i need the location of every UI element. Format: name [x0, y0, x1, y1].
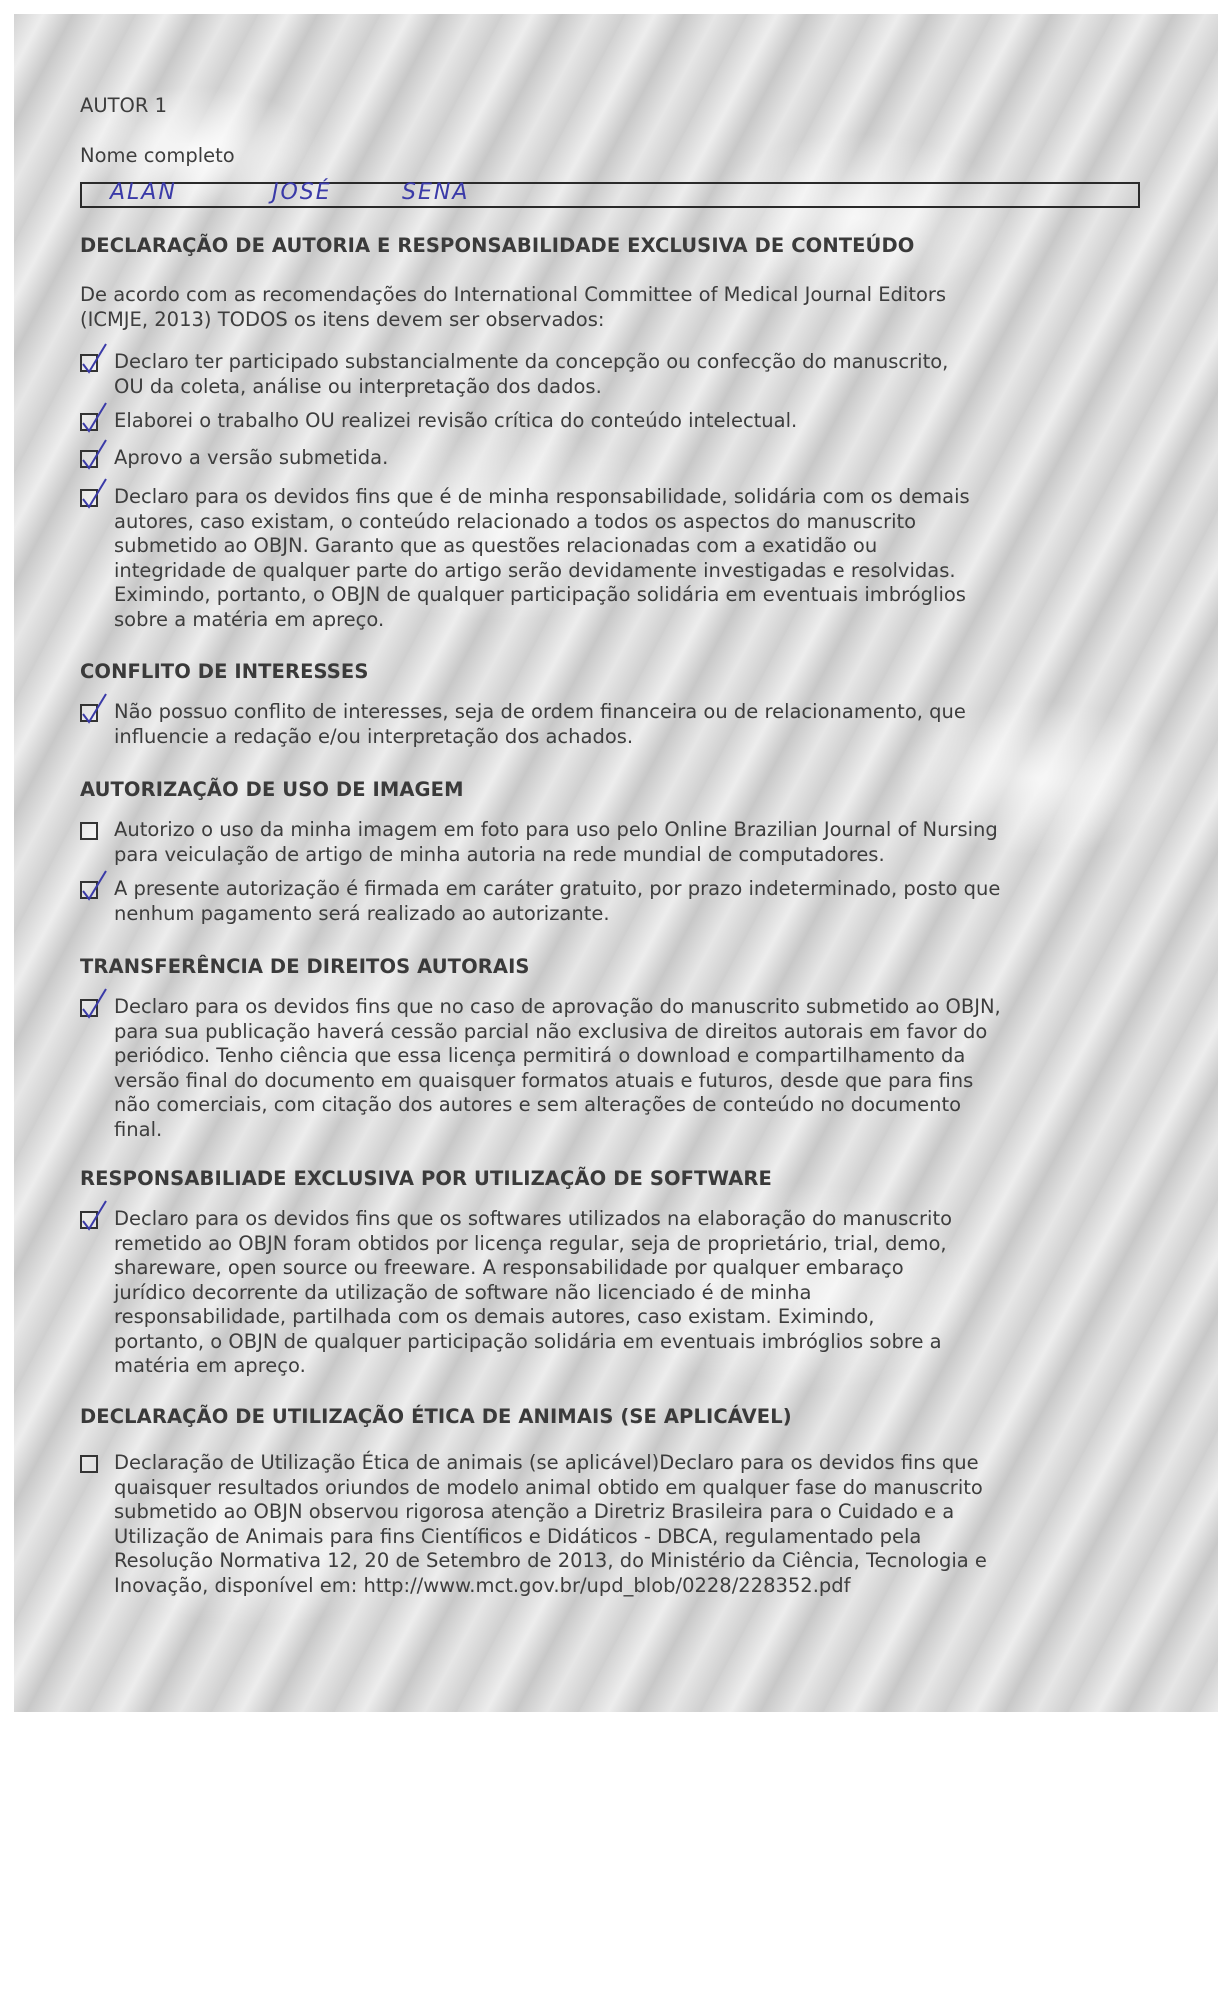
- software-item-1-text: Declaro para os devidos fins que os softwares utilizados na elaboração do manuscrito remetido ao OBJN foram obtidos por licença regular, seja de proprietário, trial, demo, shareware, open source ou freeware. A responsabilidade por qualquer embaraço jurídico decorrente da utilização de software não licenciado é de minha responsabilidade, partilhada com os demais autores, caso existam. Eximindo, portanto, o OBJN de qualquer participação solidária em eventuais imbróglios sobre a matéria em apreço.: [114, 1207, 953, 1377]
- checkbox-checked[interactable]: [80, 354, 98, 372]
- checkbox-checked[interactable]: [80, 413, 98, 431]
- handwritten-name-middle: JOSÉ: [272, 180, 332, 205]
- full-name-label: Nome completo: [80, 144, 235, 167]
- section-title-image-use: AUTORIZAÇÃO DE USO DE IMAGEM: [80, 778, 464, 801]
- handwritten-name-first: ALAN: [110, 180, 177, 205]
- checkbox-checked[interactable]: [80, 450, 98, 468]
- section-title-conflict: CONFLITO DE INTERESSES: [80, 660, 369, 683]
- authorship-item-3-text: Aprovo a versão submetida.: [114, 446, 389, 469]
- section-intro-authorship: De acordo com as recomendações do International Committee of Medical Journal Editors (ICMJE, 2013) TODOS os itens devem ser observados:: [80, 283, 947, 331]
- conflict-item-1-text: Não possuo conflito de interesses, seja de ordem financeira ou de relacionamento, que influencie a redação e/ou interpretação dos achados.: [114, 700, 966, 748]
- checkbox-checked[interactable]: [80, 489, 98, 507]
- section-title-animal-ethics: DECLARAÇÃO DE UTILIZAÇÃO ÉTICA DE ANIMAIS (SE APLICÁVEL): [80, 1405, 792, 1428]
- author-label: AUTOR 1: [80, 94, 168, 117]
- full-name-field[interactable]: [80, 182, 1140, 208]
- section-title-software: RESPONSABILIADE EXCLUSIVA POR UTILIZAÇÃO DE SOFTWARE: [80, 1167, 772, 1190]
- authorship-item-1-text: Declaro ter participado substancialmente da concepção ou confecção do manuscrito, OU da coleta, análise ou interpretação dos dados.: [114, 350, 949, 398]
- copyright-item-1-text: Declaro para os devidos fins que no caso de aprovação do manuscrito submetido ao OBJN, para sua publicação haverá cessão parcial não exclusiva de direitos autorais em favor do periódico. Tenho ciência que essa licença permitirá o download e compartilhamento da versão final do documento em quaisquer formatos atuais e futuros, desde que para fins não comerciais, com citação dos autores e sem alterações de conteúdo no documento final.: [114, 995, 1001, 1141]
- checkbox-checked[interactable]: [80, 1211, 98, 1229]
- checkbox-unchecked[interactable]: [80, 822, 98, 840]
- section-title-copyright: TRANSFERÊNCIA DE DIREITOS AUTORAIS: [80, 955, 530, 978]
- handwritten-name-last: SENA: [402, 180, 470, 205]
- checkbox-checked[interactable]: [80, 881, 98, 899]
- section-title-authorship: DECLARAÇÃO DE AUTORIA E RESPONSABILIDADE EXCLUSIVA DE CONTEÚDO: [80, 234, 915, 257]
- checkbox-unchecked[interactable]: [80, 1455, 98, 1473]
- image-use-item-2-text: A presente autorização é firmada em caráter gratuito, por prazo indeterminado, posto que nenhum pagamento será realizado ao autorizante.: [114, 877, 1001, 925]
- checkbox-checked[interactable]: [80, 704, 98, 722]
- image-use-item-1-text: Autorizo o uso da minha imagem em foto para uso pelo Online Brazilian Journal of Nursing para veiculação de artigo de minha autoria na rede mundial de computadores.: [114, 818, 998, 866]
- checkbox-checked[interactable]: [80, 999, 98, 1017]
- animal-ethics-item-1-text: Declaração de Utilização Ética de animais (se aplicável)Declaro para os devidos fins que quaisquer resultados oriundos de modelo animal obtido em qualquer fase do manuscrito submetido ao OBJN observou rigorosa atenção a Diretriz Brasileira para o Cuidado e a Utilização de Animais para fins Científicos e Didáticos - DBCA, regulamentado pela Resolução Normativa 12, 20 de Setembro de 2013, do Ministério da Ciência, Tecnologia e Inovação, disponível em: http://www.mct.gov.br/upd_blob/0228/228352.pdf: [114, 1451, 987, 1597]
- authorship-item-2-text: Elaborei o trabalho OU realizei revisão crítica do conteúdo intelectual.: [114, 409, 798, 432]
- authorship-item-4-text: Declaro para os devidos fins que é de minha responsabilidade, solidária com os demais autores, caso existam, o conteúdo relacionado a todos os aspectos do manuscrito submetido ao OBJN. Garanto que as questões relacionadas com a exatidão ou integridade de qualquer parte do artigo serão devidamente investigadas e resolvidas. Eximindo, portanto, o OBJN de qualquer participação solidária em eventuais imbróglios sobre a matéria em apreço.: [114, 485, 970, 631]
